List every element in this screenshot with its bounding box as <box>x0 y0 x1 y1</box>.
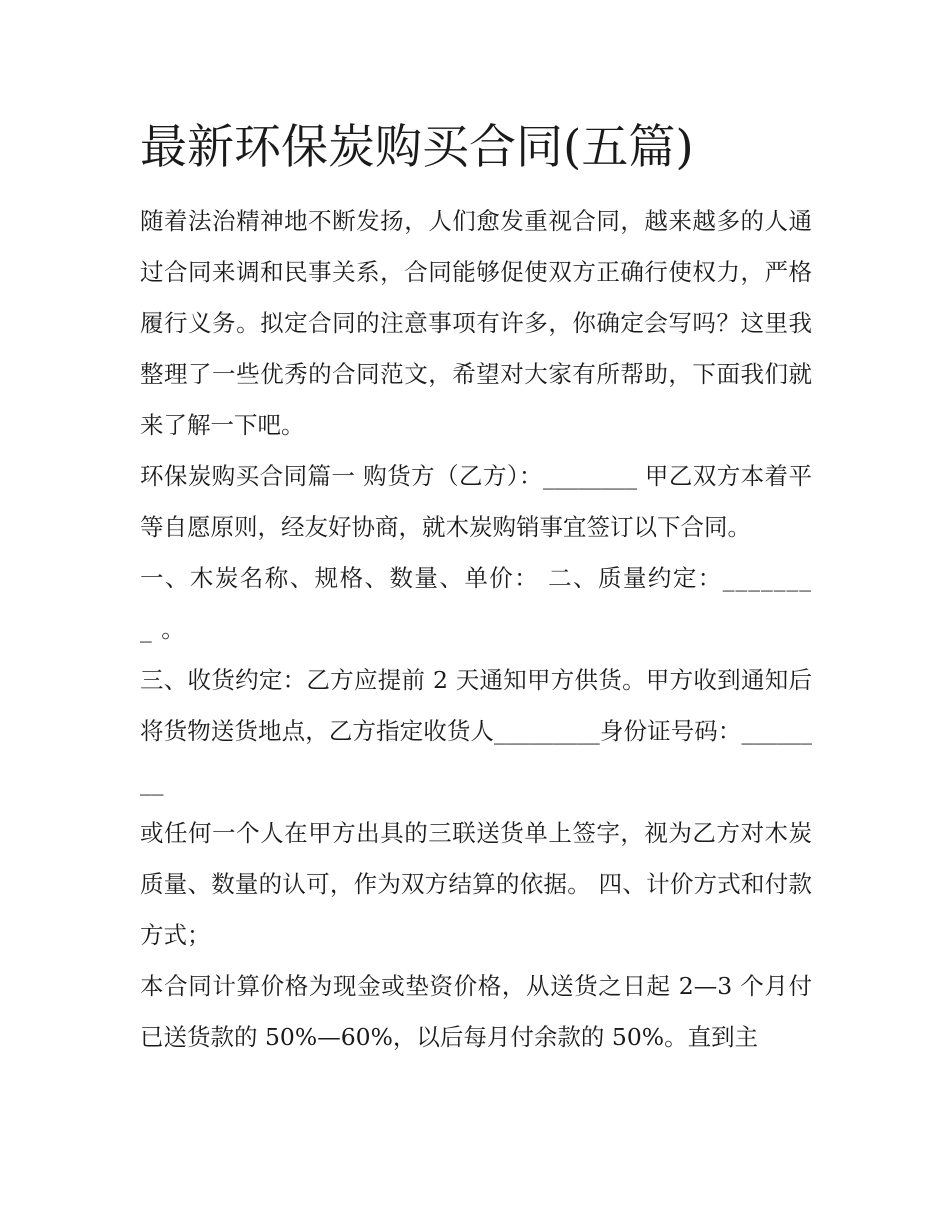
document-page <box>140 112 812 1063</box>
document-title: 最新环保炭购买合同(五篇) <box>140 120 694 175</box>
clause-three-paragraph: 三、收货约定：乙方应提前 2 天通知甲方供货。甲方收到通知后将货物送货地点，乙方指定收货人_________身份证号码：________ <box>140 666 812 796</box>
pricing-paragraph: 本合同计算价格为现金或垫资价格，从送货之日起 2—3 个月付已送货款的 50%—60%，以后每月付余款的 50%。直到主 <box>140 972 812 1051</box>
contract-one-paragraph: 环保炭购买合同篇一 购货方（乙方）：________ 甲乙双方本着平等自愿原则，经友好协商，就木炭购销事宜签订以下合同。 <box>140 462 812 541</box>
signature-clause-paragraph: 或任何一个人在甲方出具的三联送货单上签字，视为乙方对木炭质量、数量的认可，作为双方结算的依据。 四、计价方式和付款方式； <box>140 819 812 949</box>
intro-paragraph: 随着法治精神地不断发扬，人们愈发重视合同，越来越多的人通过合同来调和民事关系，合同能够促使双方正确行使权力，严格履行义务。拟定合同的注意事项有许多，你确定会写吗？这里我整理了一些优秀的合同范文，希望对大家有所帮助，下面我们就来了解一下吧。 <box>140 207 812 439</box>
clause-one-two-paragraph: 一、木炭名称、规格、数量、单价： 二、质量约定：________ 。 <box>140 564 812 643</box>
